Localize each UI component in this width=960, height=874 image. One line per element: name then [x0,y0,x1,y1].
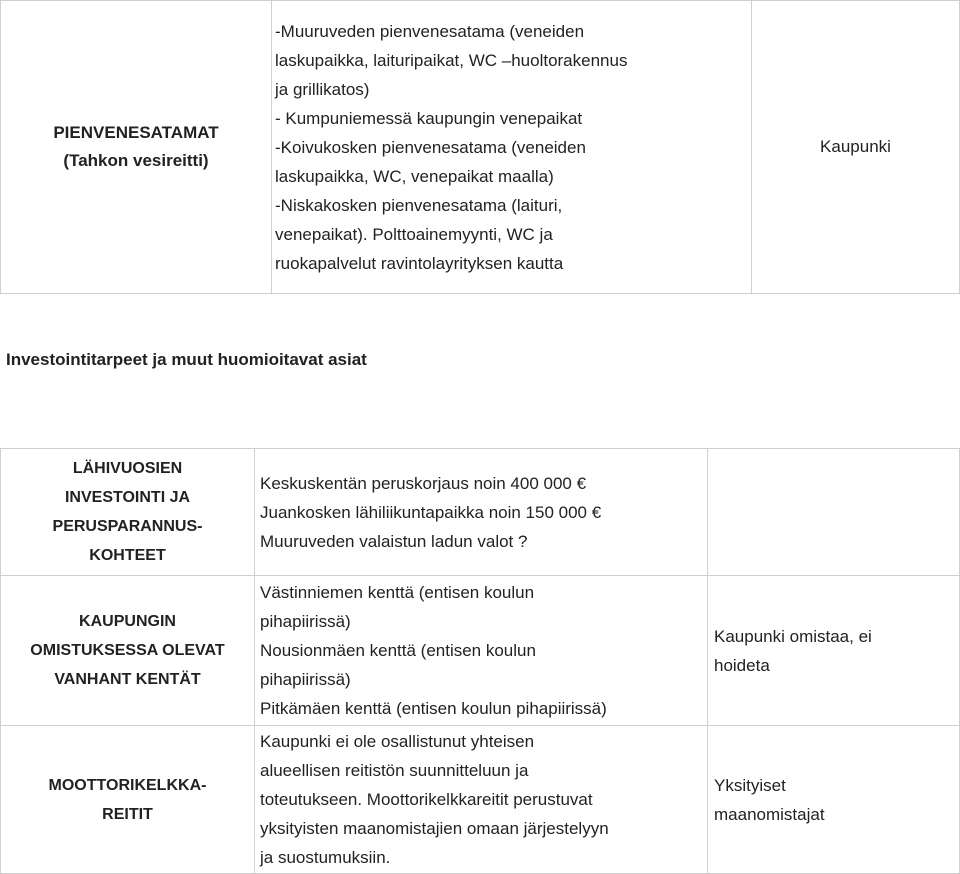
description-line: ja grillikatos) [275,79,370,99]
table-row [1,449,960,576]
description-line: venepaikat). Polttoainemyynti, WC ja [275,224,553,244]
owner-cell [708,576,960,726]
category-label-line: KOHTEET [89,547,166,564]
owner-cell [708,726,960,874]
category-label-line: PERUSPARANNUS- [52,518,203,535]
description-line: Pitkämäen kenttä (entisen koulun pihapiirissä) [260,699,607,718]
description-cell [255,726,708,874]
description-cell [255,576,708,726]
category-cell [1,726,255,874]
description-line: - Kumpuniemessä kaupungin venepaikat [275,108,583,128]
category-label-line: LÄHIVUOSIEN [72,460,183,477]
category-label-line: OMISTUKSESSA OLEVAT [30,642,225,659]
description-line: Juankosken lähiliikuntapaikka noin 150 000 € [260,502,602,522]
description-line: Västinniemen kenttä (entisen koulun [260,583,535,602]
description-line: toteutukseen. Moottorikelkkareitit perustuvat [260,790,593,809]
category-cell [1,576,255,726]
owner-line: Yksityiset [714,775,786,795]
category-cell [1,449,255,576]
description-cell [272,1,752,294]
category-label-line: REITIT [102,805,153,823]
category-label-line: MOOTTORIKELKKA- [48,776,207,794]
description-line: laskupaikka, laituripaikat, WC –huoltorakennus [275,50,628,70]
category-cell [1,1,272,294]
description-line: laskupaikka, WC, venepaikat maalla) [275,166,554,186]
description-line: Muuruveden valaistun ladun valot ? [260,531,528,551]
description-line: Kaupunki ei ole osallistunut yhteisen [260,732,535,751]
table-row [1,1,960,294]
description-line: yksityisten maanomistajien omaan järjestelyyn [260,819,609,838]
category-label-line: INVESTOINTI JA [64,489,191,506]
category-label-line: PIENVENESATAMAT [53,123,219,142]
description-line: pihapiirissä) [260,670,351,689]
description-line: ruokapalvelut ravintolayrityksen kautta [275,253,564,273]
table-row [1,576,960,726]
category-label-line: (Tahkon vesireitti) [63,151,209,170]
category-label-line: KAUPUNGIN [79,613,176,630]
description-line: Keskuskentän peruskorjaus noin 400 000 € [260,473,587,493]
description-line: -Muuruveden pienvenesatama (veneiden [275,21,585,41]
description-line: -Koivukosken pienvenesatama (veneiden [275,137,586,157]
harbors-table [0,0,960,294]
owner-line: maanomistajat [714,804,825,824]
investments-table [0,448,960,874]
category-label-line: VANHANT KENTÄT [54,671,201,688]
description-line: Nousionmäen kenttä (entisen koulun [260,641,536,660]
description-line: ja suostumuksiin. [260,848,391,867]
description-line: alueellisen reitistön suunnitteluun ja [260,761,529,780]
owner-line: Kaupunki omistaa, ei [714,626,872,646]
description-cell [255,449,708,576]
section-heading: Investointitarpeet ja muut huomioitavat asiat [6,350,367,369]
description-line: pihapiirissä) [260,612,351,631]
table-row [1,726,960,874]
description-line: -Niskakosken pienvenesatama (laituri, [275,195,563,215]
owner-cell: Kaupunki [752,1,960,294]
owner-line: hoideta [714,655,770,675]
owner-cell [708,449,960,576]
